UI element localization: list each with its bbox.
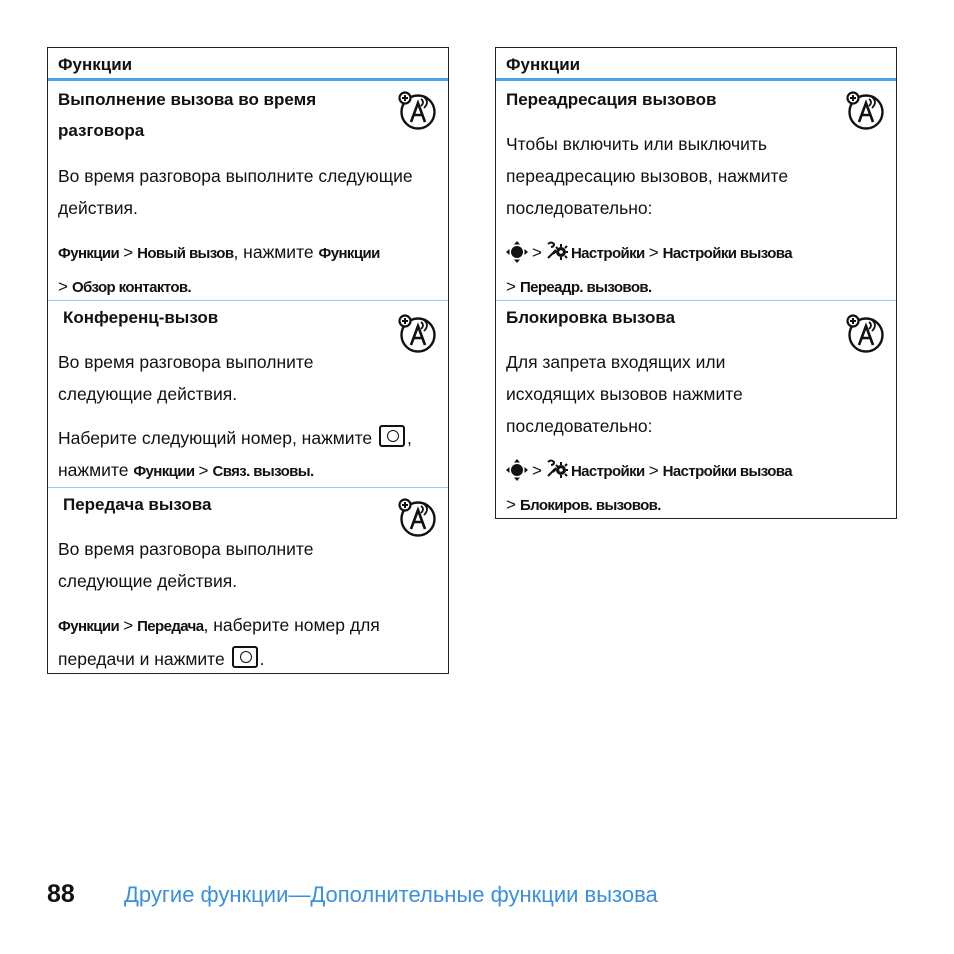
path-text: . bbox=[259, 649, 265, 669]
menu-item: Настройки вызова bbox=[662, 463, 792, 480]
arrow-separator: > bbox=[648, 243, 659, 262]
section-title: Другие функции—Дополнительные функции вызова bbox=[124, 882, 658, 907]
menu-path bbox=[506, 454, 886, 522]
menu-path bbox=[58, 609, 438, 675]
row-title: Конференц-вызов bbox=[63, 308, 219, 327]
left-feature-table bbox=[47, 47, 449, 674]
table-header: Функции bbox=[48, 48, 448, 81]
row-title: Переадресация вызовов bbox=[506, 90, 717, 109]
menu-item: Передача bbox=[137, 618, 204, 635]
optional-feature-icon bbox=[846, 91, 886, 131]
row-title: Передача вызова bbox=[63, 495, 212, 514]
arrow-separator: > bbox=[123, 616, 134, 635]
page-number: 88 bbox=[47, 880, 75, 908]
arrow-separator: > bbox=[198, 461, 209, 480]
table-row-conference-call bbox=[48, 300, 448, 487]
menu-item: Функции bbox=[318, 245, 380, 262]
arrow-separator: > bbox=[506, 495, 516, 514]
arrow-separator: > bbox=[532, 243, 542, 262]
menu-item: Переадр. вызовов. bbox=[519, 279, 652, 296]
optional-feature-icon bbox=[398, 91, 438, 131]
table-row-call-waiting bbox=[48, 81, 448, 300]
menu-item: Функции bbox=[58, 245, 120, 262]
menu-item: Блокиров. вызовов. bbox=[519, 497, 661, 514]
path-text: Наберите следующий номер, нажмите bbox=[58, 428, 373, 448]
arrow-separator: > bbox=[532, 461, 542, 480]
menu-path bbox=[58, 422, 438, 488]
nav-key-icon bbox=[506, 241, 528, 263]
optional-feature-icon bbox=[398, 498, 438, 538]
row-description: Во время разговора выполните следующие действия. bbox=[58, 352, 314, 404]
table-header: Функции bbox=[496, 48, 896, 81]
row-title: Блокировка вызова bbox=[506, 308, 676, 327]
menu-item: Настройки bbox=[570, 463, 645, 480]
menu-item: Обзор контактов. bbox=[71, 279, 192, 296]
send-key-icon bbox=[379, 425, 405, 447]
menu-item: Связ. вызовы. bbox=[212, 463, 314, 480]
menu-item: Настройки bbox=[570, 245, 645, 262]
table-row-call-transfer bbox=[48, 487, 448, 673]
row-description: Во время разговора выполните следующие действия. bbox=[58, 166, 413, 218]
send-key-icon bbox=[232, 646, 258, 668]
menu-path bbox=[58, 236, 438, 304]
row-description: Во время разговора выполните следующие действия. bbox=[58, 539, 314, 591]
arrow-separator: > bbox=[648, 461, 659, 480]
optional-feature-icon bbox=[398, 314, 438, 354]
menu-item: Новый вызов bbox=[137, 245, 234, 262]
path-text: нажмите bbox=[58, 460, 129, 480]
menu-item: Настройки вызова bbox=[662, 245, 792, 262]
path-text: , нажмите bbox=[233, 242, 319, 262]
menu-item: Функции bbox=[58, 618, 120, 635]
row-description: Для запрета входящих или исходящих вызовов нажмите последовательно: bbox=[506, 352, 743, 436]
table-row-call-barring bbox=[496, 300, 896, 518]
settings-icon bbox=[546, 240, 568, 262]
arrow-separator: > bbox=[58, 277, 68, 296]
row-title: Выполнение вызова во время разговора bbox=[58, 90, 317, 140]
arrow-separator: > bbox=[506, 277, 516, 296]
table-row-call-forwarding bbox=[496, 81, 896, 300]
nav-key-icon bbox=[506, 459, 528, 481]
path-text: передачи и нажмите bbox=[58, 649, 225, 669]
path-text: , наберите номер для bbox=[203, 615, 380, 635]
arrow-separator: > bbox=[123, 243, 134, 262]
path-text: , bbox=[407, 428, 412, 448]
row-description: Чтобы включить или выключить переадресацию вызовов, нажмите последовательно: bbox=[506, 134, 789, 218]
menu-item: Функции bbox=[133, 463, 195, 480]
optional-feature-icon bbox=[846, 314, 886, 354]
menu-path bbox=[506, 236, 886, 304]
right-feature-table bbox=[495, 47, 897, 519]
settings-icon bbox=[546, 458, 568, 480]
